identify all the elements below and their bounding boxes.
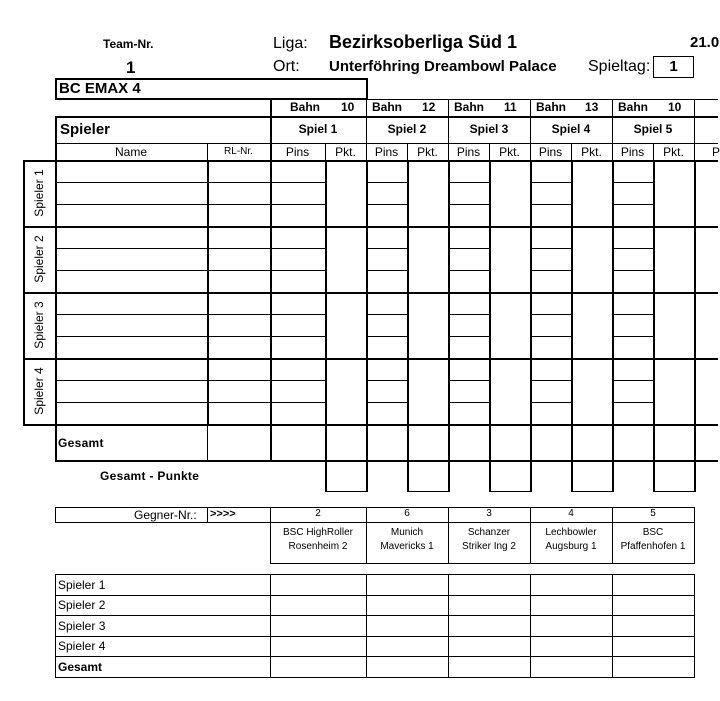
- ort-value: Unterföhring Dreambowl Palace: [329, 58, 557, 75]
- lane-3-number: 11: [504, 100, 517, 114]
- summary-row-3: Spieler 3: [58, 619, 106, 633]
- summary-row-1: Spieler 1: [58, 578, 106, 592]
- opponent-5-line2: Pfaffenhofen 1: [620, 541, 686, 552]
- lane-1-label: Bahn: [290, 100, 320, 114]
- summary-row-4: Spieler 4: [58, 639, 106, 653]
- opponent-1-nr: 2: [315, 508, 321, 519]
- pkt-header-4: Pkt.: [581, 145, 602, 159]
- game-5-header: Spiel 5: [633, 122, 673, 136]
- pkt-header-5: Pkt.: [663, 145, 684, 159]
- date-value: 21.0: [690, 34, 720, 51]
- opponent-2-line2: Mavericks 1: [380, 541, 434, 552]
- pins-header-3: Pins: [456, 145, 481, 159]
- summary-row-gesamt: Gesamt: [58, 660, 103, 674]
- gegner-arrows: >>>>: [210, 508, 236, 520]
- opponent-2-line1: Munich: [390, 527, 424, 538]
- opponent-1-line2: Rosenheim 2: [288, 541, 348, 552]
- pins-header-1: Pins: [285, 145, 310, 159]
- player-3-label: Spieler 3: [32, 301, 46, 349]
- opponent-3-nr: 3: [486, 508, 492, 519]
- liga-value: Bezirksoberliga Süd 1: [329, 32, 518, 52]
- game-3-header: Spiel 3: [469, 122, 509, 136]
- gegner-label: Gegner-Nr.:: [134, 508, 197, 522]
- pkt-header-3: Pkt.: [499, 145, 520, 159]
- lane-2-number: 12: [422, 100, 436, 114]
- lane-5-label: Bahn: [618, 100, 648, 114]
- pins-header-4: Pins: [538, 145, 563, 159]
- lane-4-label: Bahn: [536, 100, 566, 114]
- opponent-2-nr: 6: [404, 508, 410, 519]
- gesamt-punkte-label: Gesamt - Punkte: [100, 469, 200, 483]
- team-nr-value: 1: [126, 58, 136, 77]
- pins-header-2: Pins: [374, 145, 399, 159]
- spieltag-label: Spieltag:: [588, 58, 651, 75]
- opponent-5-nr: 5: [650, 508, 656, 519]
- opponent-4-nr: 4: [568, 508, 574, 519]
- game-2-header: Spiel 2: [387, 122, 427, 136]
- gesamt-label: Gesamt: [58, 436, 104, 450]
- pkt-header-1: Pkt.: [335, 145, 356, 159]
- summary-row-2: Spieler 2: [58, 598, 106, 612]
- player-4-label: Spieler 4: [32, 367, 46, 415]
- ort-label: Ort:: [273, 58, 300, 75]
- game-1-header: Spiel 1: [298, 122, 338, 136]
- opponent-4-line1: Lechbowler: [545, 527, 597, 538]
- team-name: BC EMAX 4: [59, 80, 141, 97]
- spieltag-value: 1: [669, 58, 678, 75]
- game-4-header: Spiel 4: [551, 122, 591, 136]
- liga-label: Liga:: [273, 35, 308, 52]
- lane-3-label: Bahn: [454, 100, 484, 114]
- lane-4-number: 13: [585, 100, 599, 114]
- lane-1-number: 10: [341, 100, 355, 114]
- opponent-4-line2: Augsburg 1: [545, 541, 597, 552]
- player-1-label: Spieler 1: [32, 169, 46, 217]
- pkt-header-2: Pkt.: [417, 145, 438, 159]
- spieler-header: Spieler: [60, 121, 111, 138]
- rl-header: RL-Nr.: [224, 146, 253, 157]
- pins-header-5: Pins: [620, 145, 645, 159]
- opponent-5-line1: BSC: [642, 527, 664, 538]
- name-header: Name: [114, 145, 147, 159]
- cut-header: P: [712, 145, 720, 159]
- lane-5-number: 10: [668, 100, 682, 114]
- opponent-3-line1: Schanzer: [467, 527, 511, 538]
- player-2-label: Spieler 2: [32, 235, 46, 283]
- lane-2-label: Bahn: [372, 100, 402, 114]
- opponent-1-line1: BSC HighRoller: [282, 527, 354, 538]
- team-nr-label: Team-Nr.: [103, 37, 154, 51]
- opponent-3-line2: Striker Ing 2: [462, 541, 516, 552]
